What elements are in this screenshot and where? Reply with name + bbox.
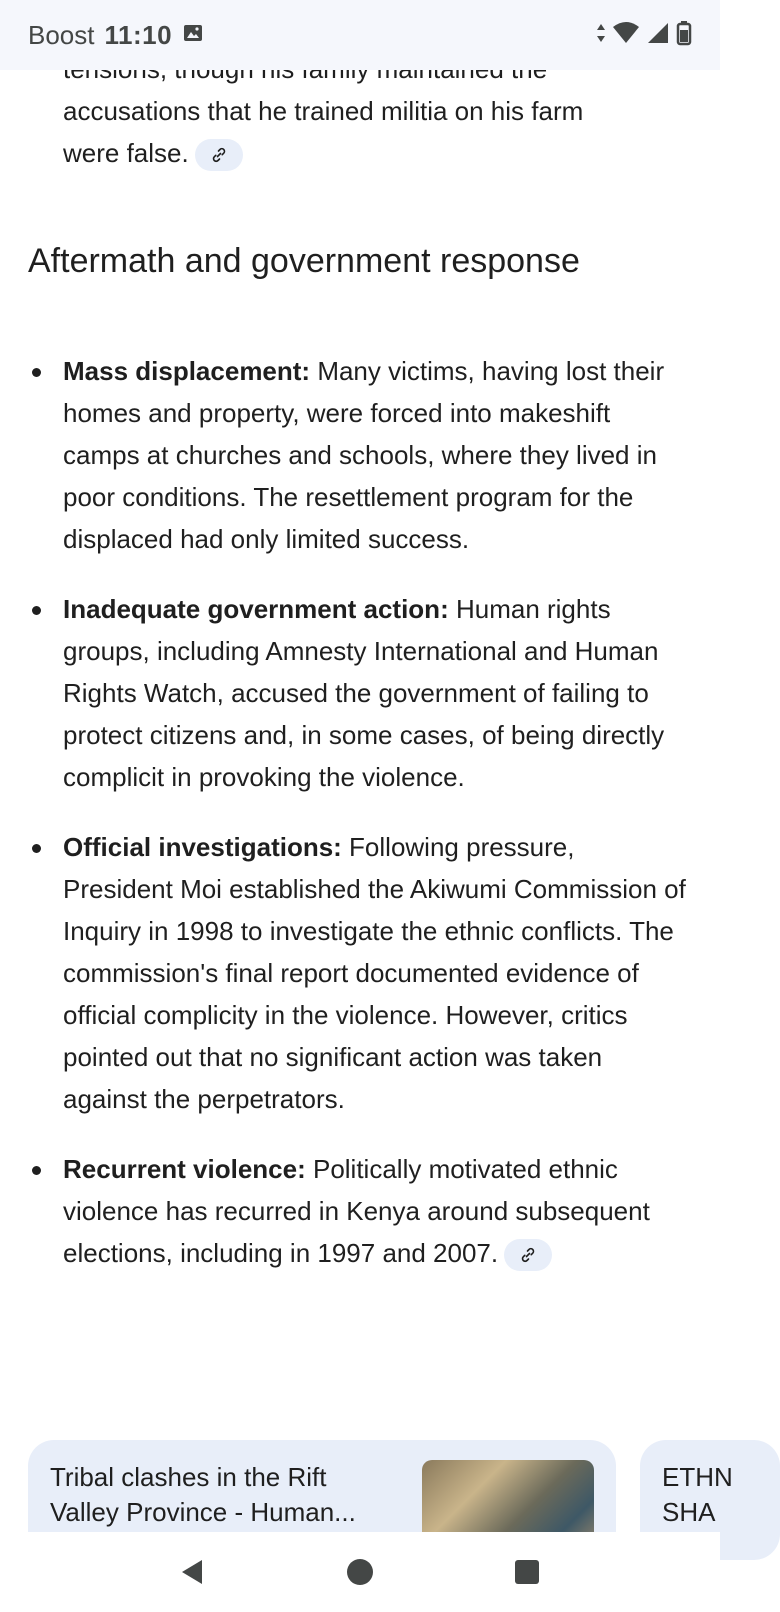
bullet-dot (32, 1166, 41, 1175)
system-nav-bar (0, 1532, 720, 1612)
source-link-chip[interactable] (504, 1239, 552, 1271)
recents-square-icon (513, 1558, 541, 1586)
list-item (0, 588, 720, 798)
bullet-heading: Inadequate government action: (63, 594, 449, 624)
home-circle-icon (345, 1557, 375, 1587)
cell-signal-icon (646, 21, 670, 50)
back-triangle-icon (178, 1557, 208, 1587)
clock: 11:10 (104, 19, 173, 50)
battery-icon (676, 20, 692, 51)
bullet-dot (32, 368, 41, 377)
link-icon (210, 134, 228, 176)
bullet-list (0, 350, 720, 1302)
list-item (0, 350, 720, 560)
bullet-body: Human rights groups, including Amnesty International and Human Rights Watch, accused the government of failing to protect citizens and, in some cases, of being directly complicit in provoking the violence. (63, 594, 665, 792)
para-line-text: were false. (63, 138, 189, 168)
source-card-title: ETHN SHA (662, 1462, 733, 1527)
status-right (596, 20, 692, 51)
home-button[interactable] (330, 1542, 390, 1602)
data-arrows-icon (596, 22, 606, 49)
para-line: accusations that he trained militia on his farm (63, 96, 584, 126)
bullet-body: Many victims, having lost their homes and property, were forced into makeshift camps at churches and schools, where they lived in poor conditions. The resettlement program for the displaced had only limited success. (63, 356, 665, 554)
link-icon (519, 1234, 537, 1276)
para-line (63, 132, 683, 174)
list-item (0, 826, 720, 1120)
source-link-chip[interactable] (195, 139, 243, 171)
bullet-heading: Recurrent violence: (63, 1154, 306, 1184)
bullet-dot (32, 606, 41, 615)
carrier-label: Boost (28, 19, 95, 50)
recents-button[interactable] (497, 1542, 557, 1602)
source-cards-carousel[interactable] (28, 1440, 748, 1532)
bullet-body: Politically motivated ethnic violence has recurred in Kenya around subsequent elections, including in 1997 and 2007. (63, 1154, 650, 1268)
back-button[interactable] (163, 1542, 223, 1602)
gallery-notification-icon (182, 20, 204, 51)
bullet-dot (32, 844, 41, 853)
section-title: Aftermath and government response (28, 242, 580, 280)
status-bar (0, 0, 720, 70)
bullet-heading: Mass displacement: (63, 356, 311, 386)
bullet-body: Following pressure, President Moi established the Akiwumi Commission of Inquiry in 1998 to investigate the ethnic conflicts. The commission's final report documented evidence of official complicity in the violence. However, critics pointed out that no significant action was taken against the perpetrators. (63, 832, 686, 1114)
bullet-heading: Official investigations: (63, 832, 342, 862)
wifi-icon (612, 21, 640, 50)
source-card-title: Tribal clashes in the Rift Valley Province - Human... (50, 1462, 356, 1527)
list-item (0, 1148, 720, 1274)
status-left (28, 20, 204, 51)
